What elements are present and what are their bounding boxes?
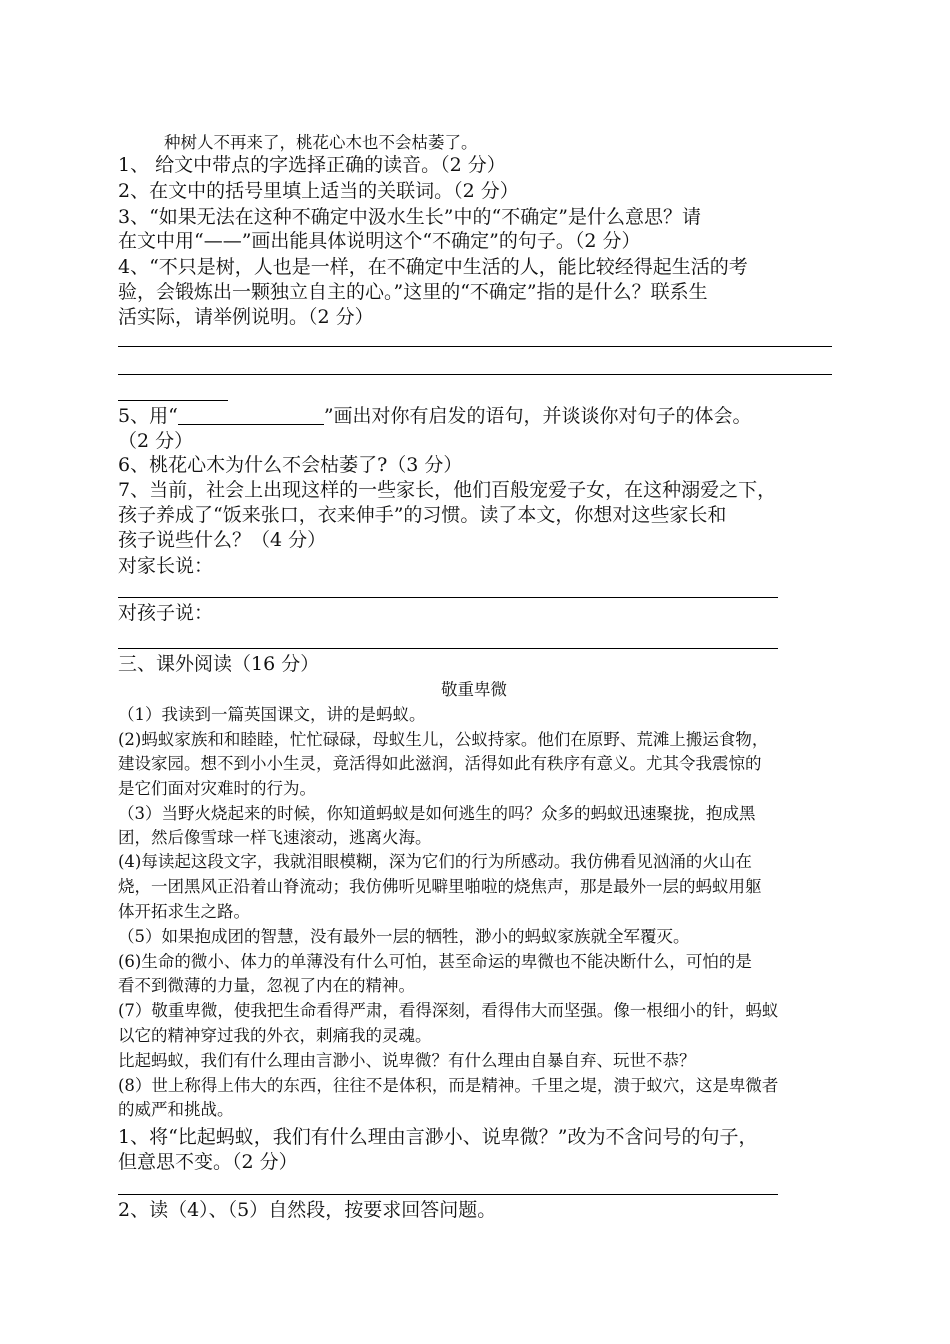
- reading-question-2: 2、读（4）、（5）自然段，按要求回答问题。: [118, 1199, 497, 1221]
- paragraph-2-line-3: 是它们面对灾难时的行为。: [118, 779, 316, 798]
- question-4-line-2: 验，会锻炼出一颗独立自主的心。”这里的“不确定”指的是什么？联系生: [118, 281, 708, 303]
- to-parents-label: 对家长说：: [118, 555, 214, 577]
- question-5-suffix: ”画出对你有启发的语句，并谈谈你对句子的体会。: [323, 405, 752, 427]
- story-last-line: 种树人不再来了，桃花心木也不会枯萎了。: [164, 133, 478, 152]
- question-7-line-3: 孩子说些什么？（4 分）: [118, 529, 327, 551]
- paragraph-8-line-1: (8）世上称得上伟大的东西，往往不是体积，而是精神。千里之堤，溃于蚁穴，这是卑微者: [118, 1076, 779, 1095]
- fill-blank: [178, 406, 324, 425]
- answer-line: [118, 597, 778, 598]
- paragraph-4-line-1: (4)每读起这段文字，我就泪眼模糊，深为它们的行为所感动。我仿佛看见汹涌的火山在: [118, 852, 752, 871]
- paragraph-8-line-2: 的威严和挑战。: [118, 1100, 234, 1119]
- paragraph-3-line-2: 团，然后像雪球一样飞速滚动，逃离火海。: [118, 828, 432, 847]
- paragraph-5: （5）如果抱成团的智慧，没有最外一层的牺牲，渺小的蚂蚁家族就全军覆灭。: [118, 927, 690, 946]
- paragraph-6-line-2: 看不到微薄的力量，忽视了内在的精神。: [118, 976, 415, 995]
- question-4-line-1: 4、“不只是树，人也是一样，在不确定中生活的人，能比较经得起生活的考: [118, 256, 748, 278]
- answer-line: [118, 400, 228, 401]
- paragraph-4-line-3: 体开拓求生之路。: [118, 902, 250, 921]
- question-7-line-1: 7、当前，社会上出现这样的一些家长，他们百般宠爱子女，在这种溺爱之下，: [118, 479, 777, 501]
- paragraph-2-line-2: 建设家园。想不到小小生灵，竟活得如此滋润，活得如此有秩序有意义。尤其令我震惊的: [118, 754, 762, 773]
- question-1: 1、 给文中带点的字选择正确的读音。（2 分）: [118, 154, 506, 176]
- paragraph-4-line-2: 烧，一团黑风正沿着山脊流动；我仿佛听见噼里啪啦的烧焦声，那是最外一层的蚂蚁用躯: [118, 877, 762, 896]
- passage-title: 敬重卑微: [441, 680, 507, 699]
- answer-line: [118, 1194, 778, 1195]
- paragraph-2-line-1: (2)蚂蚁家族和和睦睦，忙忙碌碌，母蚁生儿，公蚁持家。他们在原野、荒滩上搬运食物，: [118, 730, 769, 749]
- question-5-line-1: [118, 404, 752, 428]
- question-2: 2、在文中的括号里填上适当的关联词。（2 分）: [118, 180, 519, 202]
- paragraph-6-line-1: (6)生命的微小、体力的单薄没有什么可怕，甚至命运的卑微也不能决断什么，可怕的是: [118, 952, 752, 971]
- paragraph-7-line-1: (7）敬重卑微，使我把生命看得严肃，看得深刻，看得伟大而坚强。像一根细小的针，蚂蚁: [118, 1001, 779, 1020]
- section-3-heading: 三、课外阅读（16 分）: [118, 653, 320, 675]
- answer-line: [118, 374, 832, 375]
- question-5-prefix: 5、用“: [118, 405, 178, 427]
- paragraph-1: （1）我读到一篇英国课文，讲的是蚂蚁。: [118, 705, 426, 724]
- reading-question-1-line-2: 但意思不变。（2 分）: [118, 1151, 298, 1173]
- question-3-line-1: 3、“如果无法在这种不确定中汲水生长”中的“不确定”是什么意思？请: [118, 206, 701, 228]
- answer-line: [118, 346, 832, 347]
- reading-question-1-line-1: 1、将“比起蚂蚁，我们有什么理由言渺小、说卑微？”改为不含问号的句子，: [118, 1126, 758, 1148]
- paragraph-7-line-3: 比起蚂蚁，我们有什么理由言渺小、说卑微？有什么理由自暴自弃、玩世不恭？: [118, 1051, 696, 1070]
- paragraph-7-line-2: 以它的精神穿过我的外衣，刺痛我的灵魂。: [118, 1026, 432, 1045]
- question-7-line-2: 孩子养成了“饭来张口，衣来伸手”的习惯。读了本文，你想对这些家长和: [118, 504, 727, 526]
- paragraph-3-line-1: （3）当野火烧起来的时候，你知道蚂蚁是如何逃生的吗？众多的蚂蚁迅速聚拢，抱成黑: [118, 804, 756, 823]
- answer-line: [118, 648, 778, 649]
- question-5-line-2: （2 分）: [118, 430, 194, 452]
- question-4-line-3: 活实际，请举例说明。（2 分）: [118, 306, 374, 328]
- to-children-label: 对孩子说：: [118, 602, 214, 624]
- question-6: 6、桃花心木为什么不会枯萎了?（3 分）: [118, 454, 463, 476]
- question-3-line-2: 在文中用“——”画出能具体说明这个“不确定”的句子。（2 分）: [118, 230, 641, 252]
